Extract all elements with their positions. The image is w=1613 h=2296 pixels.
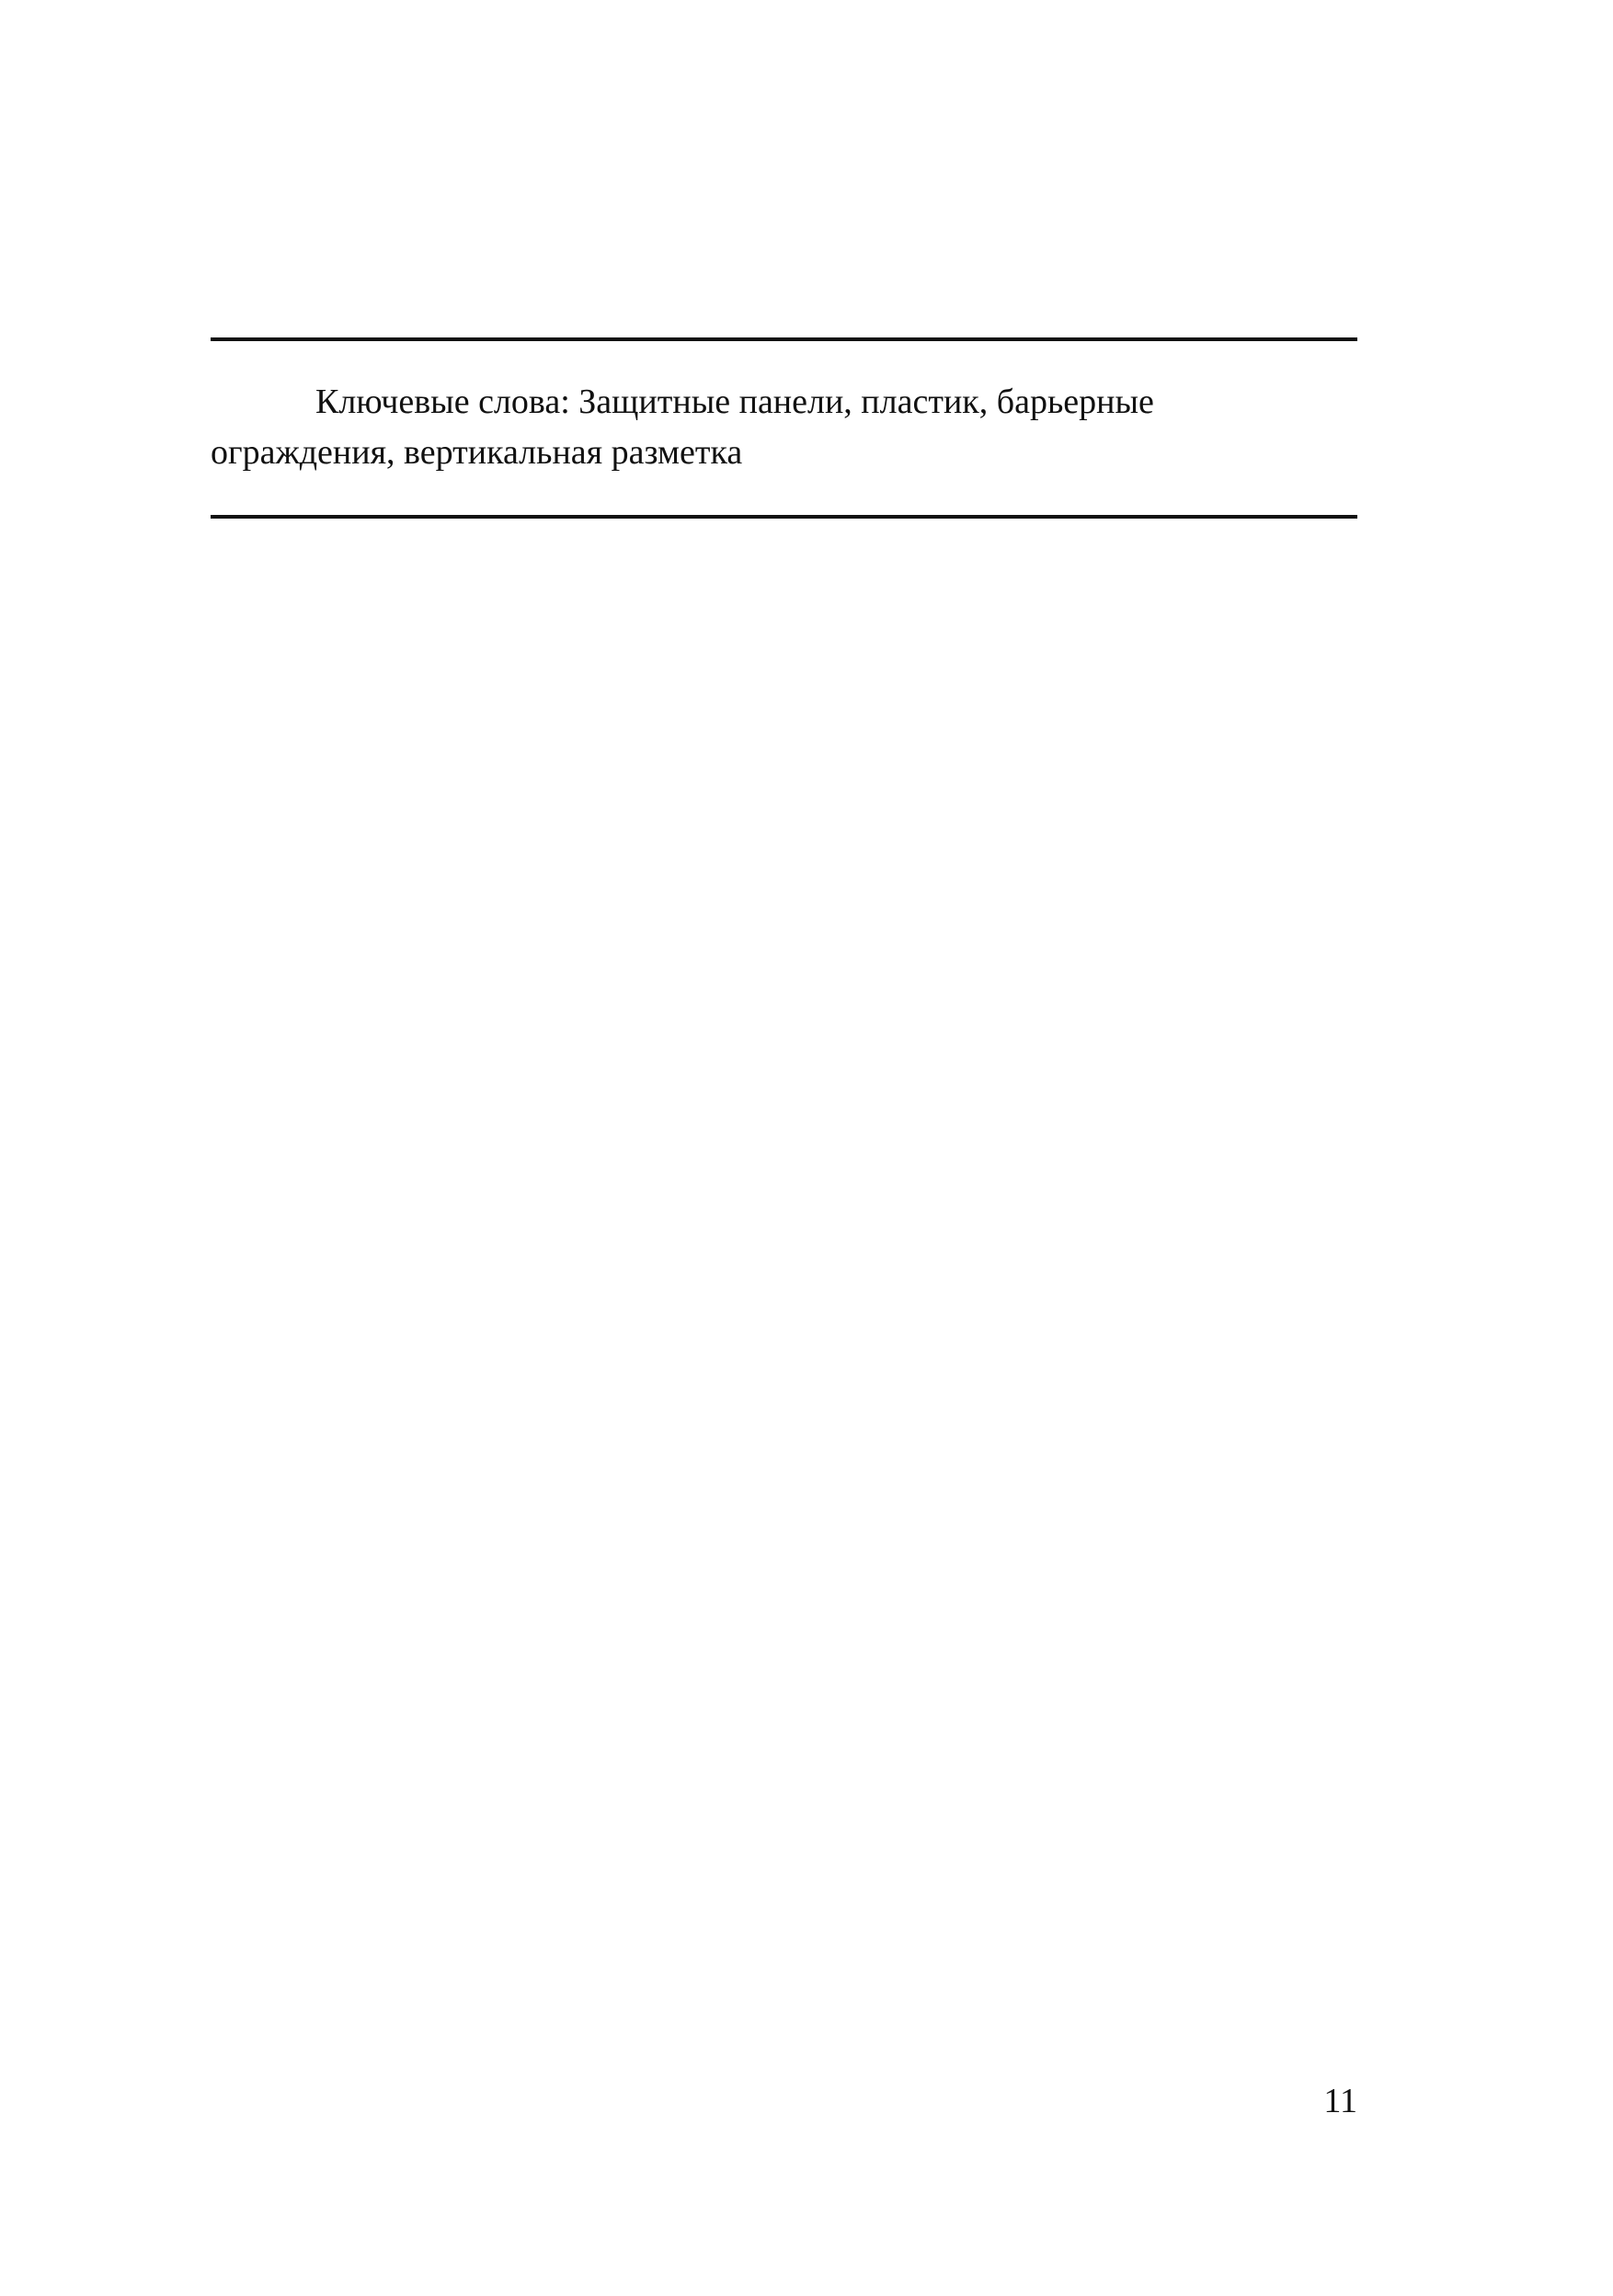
keywords-line-1: Ключевые слова: Защитные панели, пластик, барьерные bbox=[315, 383, 1154, 421]
bottom-rule bbox=[211, 515, 1357, 519]
page-number: 11 bbox=[1323, 2082, 1357, 2120]
top-rule bbox=[211, 337, 1357, 341]
keywords-paragraph bbox=[211, 377, 1357, 478]
keywords-line-2: ограждения, вертикальная разметка bbox=[211, 433, 743, 472]
